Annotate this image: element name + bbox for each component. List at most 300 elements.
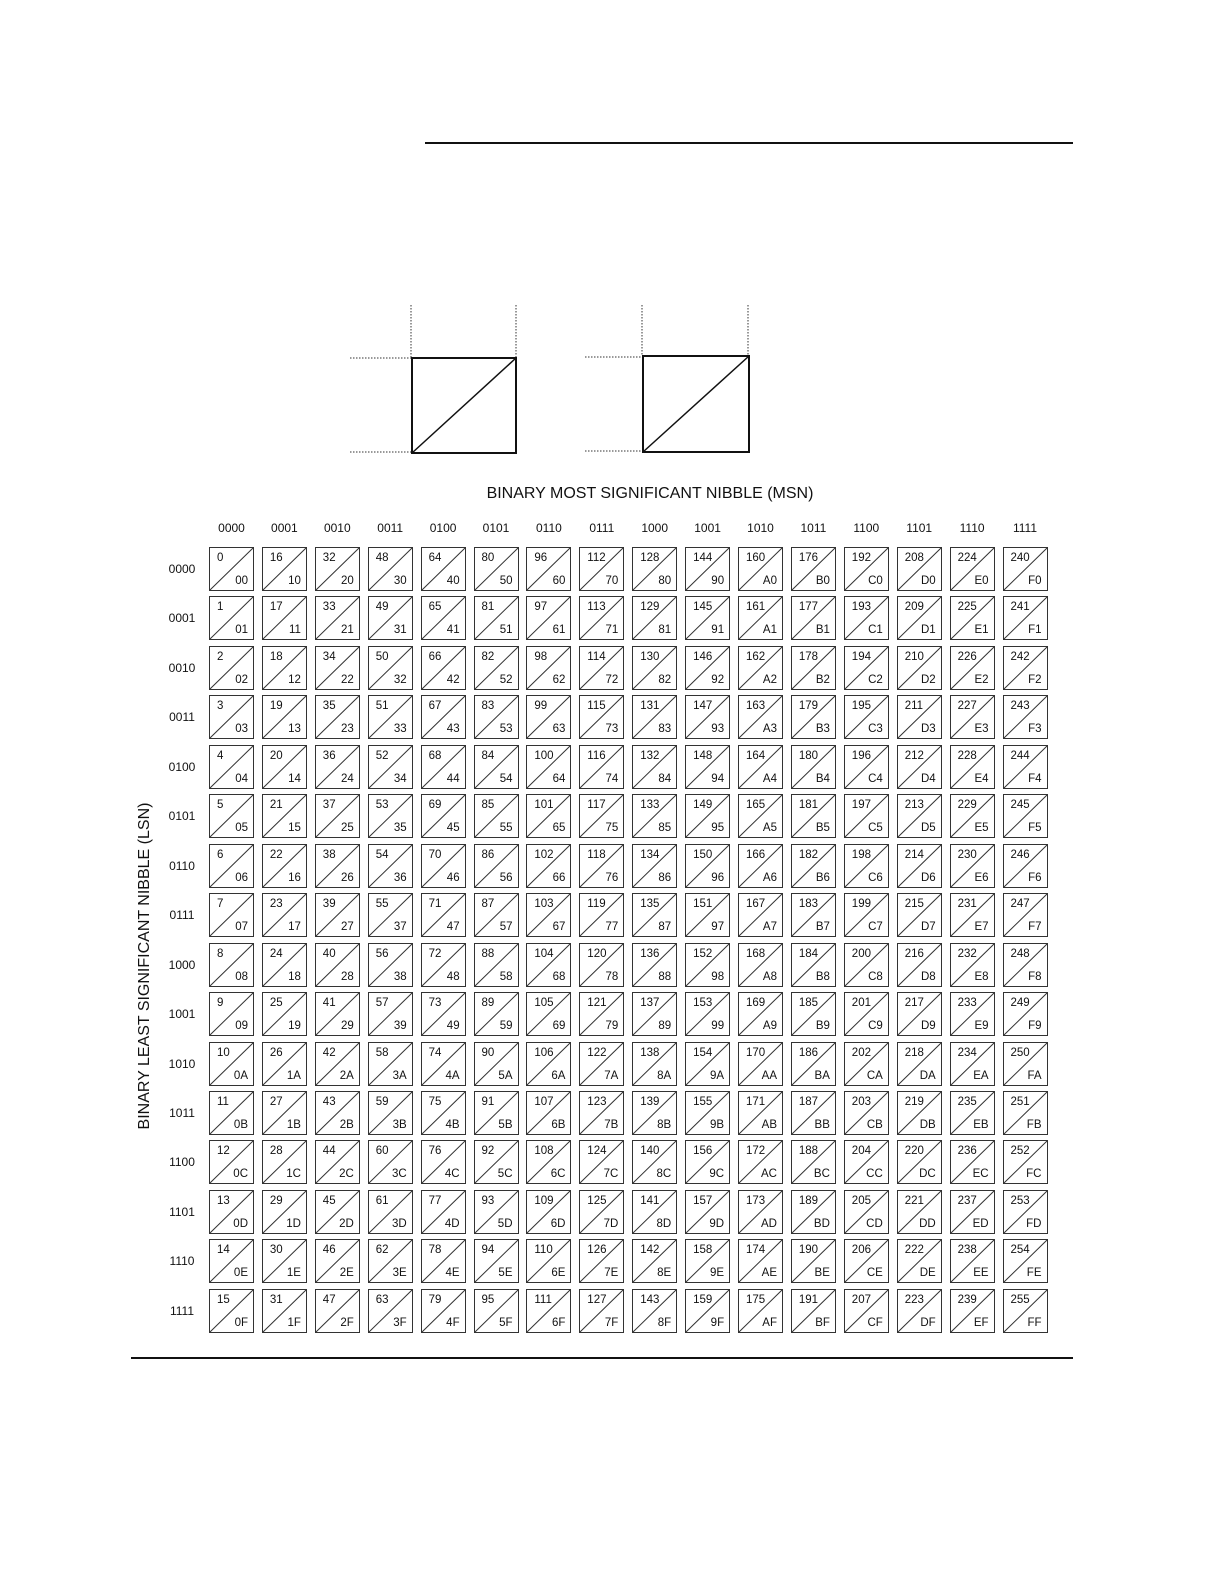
decimal-value: 135 — [640, 898, 660, 911]
msn-label: 1100 — [853, 521, 880, 535]
code-cell — [738, 596, 783, 640]
decimal-value: 48 — [375, 552, 389, 564]
hex-value: 1B — [286, 1118, 301, 1131]
hex-value: BB — [814, 1118, 830, 1131]
hex-value: 19 — [288, 1020, 301, 1033]
decimal-value: 59 — [375, 1095, 389, 1108]
code-cell — [791, 596, 836, 640]
decimal-value: 199 — [851, 898, 871, 911]
decimal-value: 73 — [428, 997, 442, 1010]
hex-value: 82 — [658, 673, 672, 686]
decimal-value: 116 — [587, 749, 606, 762]
decimal-value: 165 — [746, 799, 766, 812]
hex-value: 4E — [445, 1267, 460, 1280]
code-cell — [950, 794, 995, 838]
decimal-value: 208 — [904, 552, 924, 564]
hex-value: 4C — [444, 1168, 460, 1181]
decimal-value: 183 — [798, 898, 819, 911]
decimal-value: 246 — [1010, 848, 1030, 861]
code-cell — [738, 794, 783, 838]
code-cell — [315, 1042, 360, 1086]
decimal-value: 195 — [851, 700, 871, 713]
hex-value: 0F — [234, 1316, 248, 1329]
code-cell — [950, 1091, 995, 1135]
decimal-value: 95 — [481, 1293, 495, 1306]
decimal-value: 9 — [217, 997, 224, 1010]
code-cell — [897, 547, 942, 591]
decimal-value: 99 — [534, 700, 548, 713]
hex-value: DA — [919, 1069, 936, 1082]
code-cell — [579, 1140, 624, 1184]
hex-value: 20 — [341, 575, 354, 587]
hex-value: 30 — [393, 575, 407, 587]
hex-value: 78 — [605, 970, 619, 983]
code-cell — [209, 1140, 254, 1184]
decimal-value: 214 — [904, 848, 924, 861]
code-cell — [262, 695, 307, 739]
hex-value: F9 — [1028, 1020, 1042, 1033]
code-cell — [579, 1289, 624, 1333]
hex-value: 4D — [444, 1217, 460, 1230]
decimal-value: 225 — [957, 601, 977, 614]
hex-value: 1D — [286, 1217, 301, 1230]
code-cell — [632, 1140, 677, 1184]
decimal-value: 145 — [693, 601, 713, 614]
hex-value: 8E — [657, 1267, 672, 1280]
code-cell — [315, 1289, 360, 1333]
decimal-value: 152 — [693, 947, 713, 960]
code-cell — [738, 844, 783, 888]
decimal-value: 162 — [746, 650, 766, 663]
code-cell — [897, 1289, 942, 1333]
hex-value: 92 — [711, 673, 725, 686]
decimal-value: 114 — [587, 650, 606, 663]
code-cell — [685, 547, 730, 591]
decimal-value: 154 — [693, 1046, 713, 1059]
hex-value: 91 — [711, 624, 725, 637]
code-cell — [897, 943, 942, 987]
code-cell — [474, 992, 519, 1036]
lsn-label: 0000 — [168, 562, 196, 576]
hex-value: 97 — [711, 921, 725, 934]
code-cell — [632, 943, 677, 987]
code-cell — [791, 1140, 836, 1184]
code-cell — [526, 1289, 571, 1333]
decimal-value: 136 — [640, 947, 660, 960]
lsn-label: 0110 — [169, 858, 195, 873]
decimal-value: 156 — [693, 1145, 713, 1158]
decimal-value: 30 — [269, 1244, 283, 1257]
hex-value: 0C — [233, 1168, 248, 1181]
code-cell — [262, 547, 307, 591]
decimal-value: 89 — [481, 997, 495, 1010]
hex-value: FD — [1026, 1217, 1042, 1230]
hex-value: 3F — [393, 1316, 407, 1329]
decimal-value: 234 — [957, 1046, 977, 1059]
decimal-value: 37 — [322, 799, 336, 812]
decimal-value: 35 — [322, 700, 336, 713]
decimal-value: 211 — [904, 700, 924, 713]
decimal-value: 220 — [904, 1145, 924, 1158]
hex-value: 96 — [711, 871, 725, 884]
hex-value: 66 — [552, 871, 566, 884]
hex-value: A8 — [762, 970, 777, 983]
hex-value: C1 — [868, 624, 883, 637]
hex-value: 10 — [288, 575, 301, 587]
code-cell — [1003, 745, 1048, 789]
code-cell — [791, 547, 836, 591]
decimal-value: 8 — [217, 947, 224, 960]
hex-value: 11 — [288, 624, 301, 637]
hex-value: 9E — [710, 1267, 725, 1280]
code-cell — [897, 745, 942, 789]
hex-value: 34 — [393, 772, 407, 785]
code-cell — [368, 794, 413, 838]
decimal-value: 88 — [481, 947, 495, 960]
hex-value: 1F — [287, 1316, 301, 1329]
decimal-value: 192 — [851, 552, 871, 564]
hex-value: 7D — [603, 1217, 619, 1230]
code-cell — [474, 1042, 519, 1086]
hex-value: FE — [1026, 1267, 1042, 1280]
decimal-value: 45 — [322, 1194, 336, 1207]
code-cell — [315, 1140, 360, 1184]
code-cell — [950, 695, 995, 739]
hex-value: A3 — [762, 723, 777, 736]
code-cell — [950, 943, 995, 987]
hex-value: AD — [761, 1217, 777, 1230]
hex-value: 13 — [288, 723, 301, 736]
decimal-value: 50 — [375, 650, 389, 663]
code-cell — [474, 1091, 519, 1135]
code-cell — [315, 1239, 360, 1283]
code-cell — [579, 1239, 624, 1283]
code-cell — [579, 992, 624, 1036]
code-cell — [1003, 547, 1048, 591]
decimal-value: 230 — [957, 848, 977, 861]
code-cell — [1003, 1289, 1048, 1333]
hex-value: 42 — [446, 673, 460, 686]
hex-value: B0 — [815, 575, 830, 587]
decimal-value: 112 — [587, 552, 606, 564]
code-cell — [632, 1289, 677, 1333]
decimal-value: 74 — [428, 1046, 442, 1059]
decimal-value: 161 — [746, 601, 766, 614]
hex-value: F0 — [1028, 575, 1042, 587]
decimal-value: 69 — [428, 799, 442, 812]
code-cell — [685, 992, 730, 1036]
hex-value: 16 — [288, 871, 301, 884]
decimal-value: 67 — [428, 700, 442, 713]
decimal-value: 98 — [534, 650, 548, 663]
decimal-value: 237 — [957, 1194, 977, 1207]
decimal-value: 52 — [375, 749, 389, 762]
hex-value: D0 — [920, 575, 936, 587]
hex-value: 35 — [393, 822, 407, 835]
code-cell — [315, 893, 360, 937]
code-cell — [421, 745, 466, 789]
code-cell — [1003, 695, 1048, 739]
code-cell — [474, 745, 519, 789]
code-cell — [685, 1289, 730, 1333]
code-cell — [368, 646, 413, 690]
decimal-value: 242 — [1010, 650, 1030, 663]
decimal-value: 178 — [798, 650, 819, 663]
code-cell — [1003, 992, 1048, 1036]
hex-value: 4A — [445, 1069, 460, 1082]
decimal-value: 11 — [217, 1095, 229, 1108]
decimal-value: 17 — [269, 601, 283, 614]
code-cell — [526, 596, 571, 640]
decimal-value: 49 — [375, 601, 389, 614]
code-cell — [738, 1091, 783, 1135]
code-cell — [526, 547, 571, 591]
hex-value: 04 — [235, 772, 248, 785]
hex-value: C3 — [868, 723, 883, 736]
hex-value: D6 — [920, 871, 936, 884]
decimal-value: 134 — [640, 848, 660, 861]
hex-value: EB — [973, 1118, 989, 1131]
decimal-value: 218 — [904, 1046, 924, 1059]
code-cell — [526, 794, 571, 838]
hex-value: DF — [920, 1316, 936, 1329]
code-cell — [474, 695, 519, 739]
lsn-label: 1010 — [168, 1056, 196, 1071]
code-cell — [262, 1289, 307, 1333]
hex-value: DC — [919, 1168, 936, 1181]
hex-value: F8 — [1028, 970, 1042, 983]
code-cell — [315, 745, 360, 789]
hex-value: 5E — [498, 1267, 513, 1280]
decimal-value: 200 — [851, 947, 871, 960]
code-cell — [315, 992, 360, 1036]
code-cell — [791, 1190, 836, 1234]
code-cell — [844, 745, 889, 789]
lsn-axis-title: BINARY LEAST SIGNIFICANT NIBBLE (LSN) — [136, 802, 153, 1130]
decimal-value: 56 — [375, 947, 389, 960]
hex-value: 65 — [552, 822, 566, 835]
hex-value: 47 — [446, 921, 460, 934]
decimal-value: 253 — [1010, 1194, 1030, 1207]
decimal-value: 82 — [481, 650, 495, 663]
decimal-value: 147 — [693, 700, 713, 713]
decimal-value: 209 — [904, 601, 924, 614]
code-cell — [1003, 1190, 1048, 1234]
decimal-value: 76 — [428, 1145, 442, 1158]
decimal-value: 144 — [693, 552, 713, 564]
decimal-value: 254 — [1010, 1244, 1030, 1257]
decimal-value: 198 — [851, 848, 871, 861]
decimal-value: 78 — [428, 1244, 442, 1257]
hex-value: 29 — [341, 1020, 354, 1033]
code-cell — [844, 844, 889, 888]
code-cell — [791, 943, 836, 987]
hex-value: BA — [814, 1069, 830, 1082]
hex-value: 4B — [445, 1118, 460, 1131]
decimal-value: 77 — [428, 1194, 442, 1207]
hex-value: FC — [1026, 1168, 1042, 1181]
hex-value: BD — [813, 1217, 830, 1230]
hex-value: 21 — [341, 624, 354, 637]
code-cell — [526, 943, 571, 987]
code-cell — [526, 893, 571, 937]
decimal-value: 190 — [798, 1244, 819, 1257]
decimal-value: 118 — [587, 848, 606, 861]
code-cell — [844, 943, 889, 987]
hex-value: A5 — [762, 822, 777, 835]
decimal-value: 213 — [904, 799, 924, 812]
hex-value: 62 — [552, 673, 566, 686]
hex-value: 69 — [552, 1020, 566, 1033]
decimal-value: 168 — [746, 947, 766, 960]
msn-axis-title: BINARY MOST SIGNIFICANT NIBBLE (MSN) — [486, 485, 814, 502]
hex-value: 60 — [552, 575, 566, 587]
hex-value: 87 — [658, 921, 672, 934]
hex-value: 37 — [393, 921, 407, 934]
code-cell — [632, 1190, 677, 1234]
decimal-value: 106 — [534, 1046, 554, 1059]
decimal-value: 204 — [851, 1145, 871, 1158]
hex-value: 01 — [235, 624, 248, 637]
msn-label: 0010 — [323, 521, 351, 535]
hex-value: 17 — [288, 921, 301, 934]
code-cell — [844, 1289, 889, 1333]
code-cell — [844, 1239, 889, 1283]
lsn-label: 0001 — [168, 611, 196, 626]
code-cell — [950, 646, 995, 690]
lsn-label: 0111 — [169, 908, 195, 923]
hex-value: B2 — [815, 673, 830, 686]
decimal-value: 239 — [957, 1293, 977, 1306]
code-cell — [315, 646, 360, 690]
hex-value: 93 — [711, 723, 725, 736]
decimal-value: 36 — [322, 749, 336, 762]
hex-value: FF — [1027, 1316, 1042, 1329]
code-cell — [738, 745, 783, 789]
hex-value: 2F — [340, 1316, 354, 1329]
decimal-value: 117 — [587, 799, 606, 812]
code-cell — [950, 992, 995, 1036]
decimal-value: 233 — [957, 997, 977, 1010]
decimal-value: 57 — [375, 997, 389, 1010]
decimal-value: 151 — [693, 898, 713, 911]
decimal-value: 83 — [481, 700, 495, 713]
code-cell — [368, 1091, 413, 1135]
decimal-value: 216 — [904, 947, 924, 960]
code-cell — [844, 596, 889, 640]
lsn-label: 1001 — [168, 1007, 196, 1022]
decimal-value: 85 — [481, 799, 495, 812]
hex-value: F4 — [1028, 772, 1042, 785]
hex-value: 3D — [391, 1217, 407, 1230]
decimal-value: 210 — [904, 650, 924, 663]
code-cell — [950, 1239, 995, 1283]
hex-value: 05 — [235, 822, 248, 835]
hex-value: 2E — [339, 1267, 354, 1280]
code-cell — [209, 992, 254, 1036]
hex-value: 98 — [711, 970, 725, 983]
decimal-value: 185 — [798, 997, 819, 1010]
code-cell — [1003, 943, 1048, 987]
decimal-value: 201 — [851, 997, 871, 1010]
code-cell — [421, 547, 466, 591]
hex-value: 00 — [235, 575, 248, 587]
decimal-value: 64 — [428, 552, 442, 564]
decimal-value: 122 — [587, 1046, 607, 1059]
decimal-value: 33 — [322, 601, 336, 614]
hex-value: DD — [919, 1217, 936, 1230]
code-cell — [897, 1239, 942, 1283]
code-cell — [262, 844, 307, 888]
decimal-value: 131 — [640, 700, 660, 713]
hex-value: 54 — [499, 772, 513, 785]
code-cell — [685, 893, 730, 937]
code-cell — [209, 745, 254, 789]
decimal-value: 68 — [428, 749, 442, 762]
hex-value: B1 — [815, 624, 830, 637]
decimal-value: 121 — [587, 997, 607, 1010]
code-cell — [421, 1140, 466, 1184]
msn-label: 1010 — [747, 521, 774, 535]
hex-value: FA — [1027, 1069, 1042, 1082]
code-cell — [421, 646, 466, 690]
hex-value: E5 — [974, 822, 989, 835]
code-cell — [421, 695, 466, 739]
decimal-value: 123 — [587, 1095, 607, 1108]
decimal-value: 180 — [798, 749, 819, 762]
hex-value: C6 — [868, 871, 883, 884]
hex-value: D9 — [920, 1020, 936, 1033]
decimal-value: 7 — [217, 898, 224, 911]
code-cell — [1003, 844, 1048, 888]
code-cell — [897, 1091, 942, 1135]
decimal-value: 15 — [217, 1293, 230, 1306]
decimal-value: 125 — [587, 1194, 607, 1207]
hex-value: E9 — [974, 1020, 989, 1033]
hex-value: 43 — [446, 723, 460, 736]
decimal-value: 128 — [640, 552, 660, 564]
hex-value: 23 — [341, 723, 354, 736]
code-cell — [738, 1239, 783, 1283]
lsn-label: 1110 — [169, 1254, 195, 1269]
hex-value: D2 — [920, 673, 936, 686]
code-cell — [262, 893, 307, 937]
hex-value: A1 — [762, 624, 777, 637]
code-cell — [844, 794, 889, 838]
decimal-value: 175 — [746, 1293, 766, 1306]
decimal-value: 231 — [957, 898, 977, 911]
code-cell — [950, 1190, 995, 1234]
hex-value: 88 — [658, 970, 672, 983]
decimal-value: 104 — [534, 947, 554, 960]
decimal-value: 72 — [428, 947, 442, 960]
hex-value: A7 — [762, 921, 777, 934]
hex-value: 94 — [711, 772, 725, 785]
code-cell — [791, 646, 836, 690]
decimal-value: 164 — [746, 749, 766, 762]
hex-value: F6 — [1028, 871, 1042, 884]
decimal-value: 138 — [640, 1046, 660, 1059]
decimal-value: 215 — [904, 898, 924, 911]
decimal-value: 143 — [640, 1293, 660, 1306]
hex-value: 6F — [551, 1316, 566, 1329]
code-cell — [844, 893, 889, 937]
hex-value: A2 — [762, 673, 777, 686]
hex-value: 45 — [446, 822, 460, 835]
code-cell — [526, 1091, 571, 1135]
code-cell — [897, 844, 942, 888]
code-cell — [368, 1239, 413, 1283]
